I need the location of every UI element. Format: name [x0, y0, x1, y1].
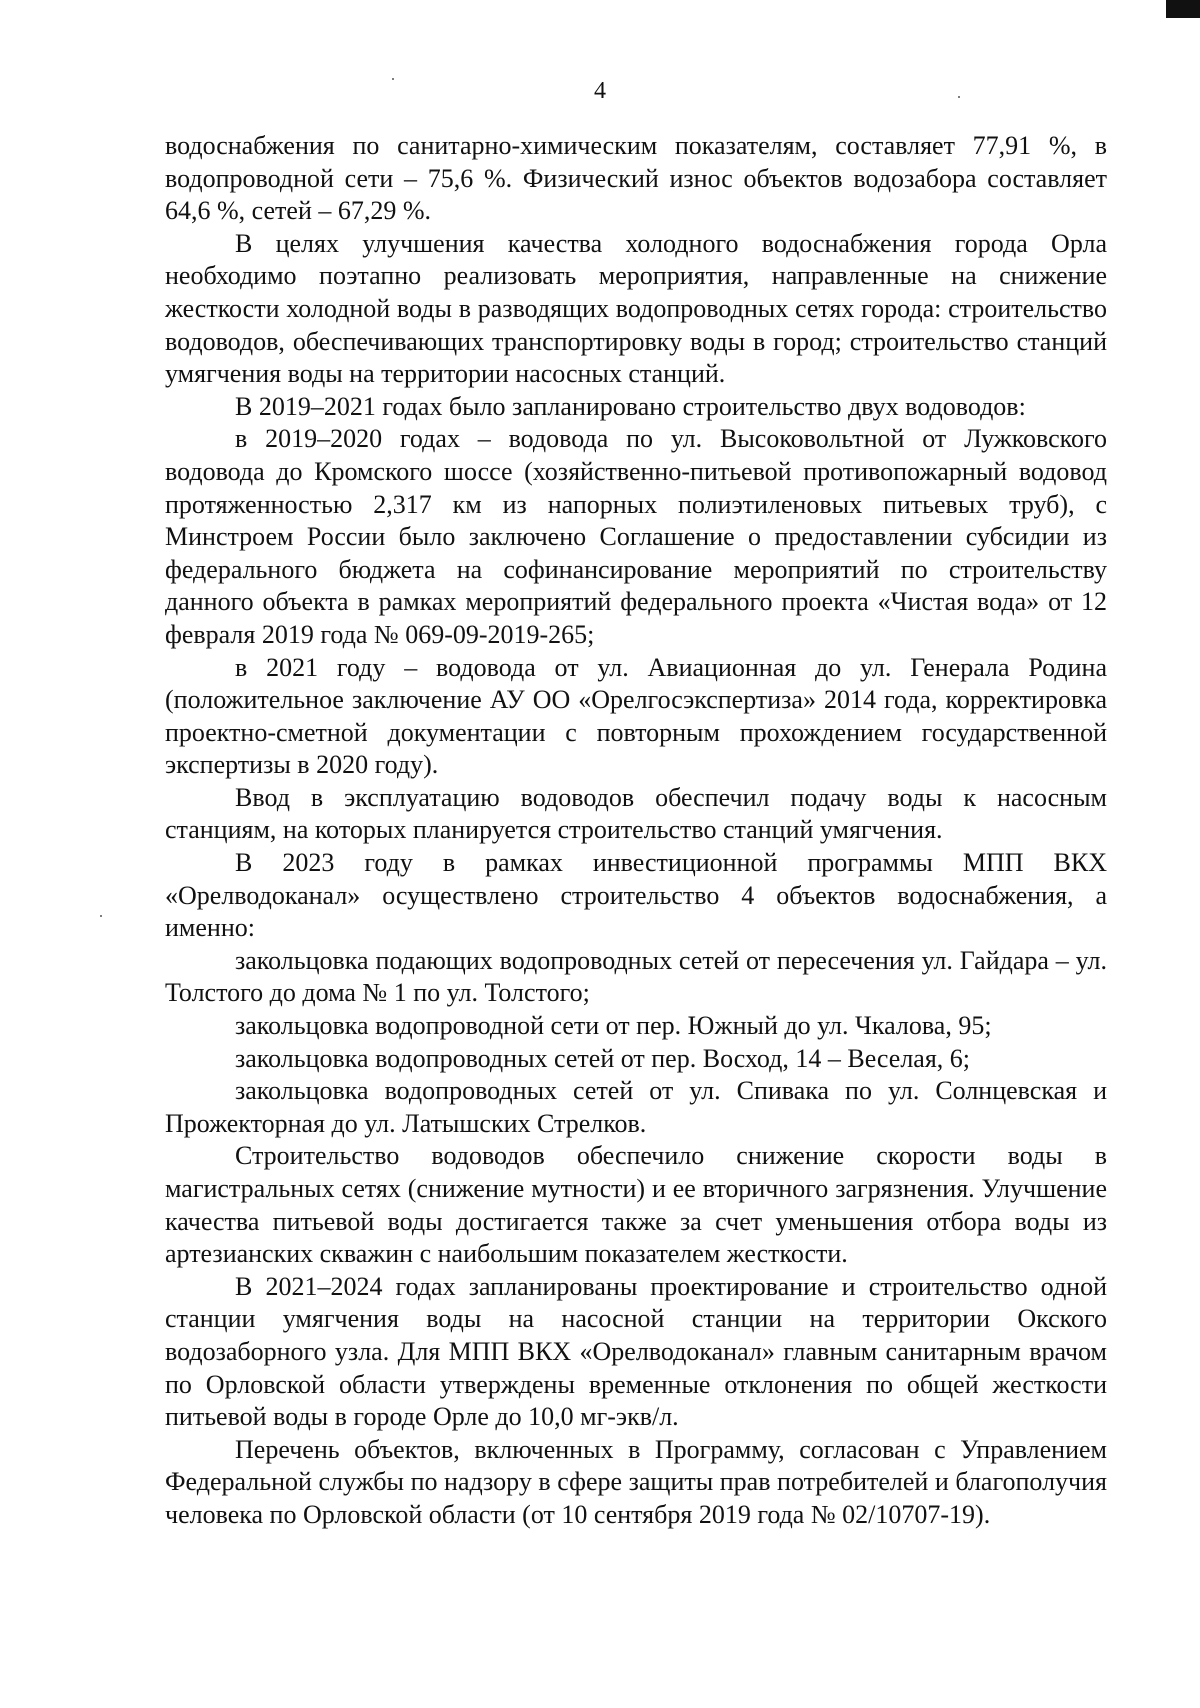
list-item-loop-voskhod: закольцовка водопроводных сетей от пер. Восход, 14 – Веселая, 6; — [235, 1043, 971, 1073]
paragraph-2023-investment: В 2023 году в рамках инвестиционной программы МПП ВКХ «Орелводоканал» осуществлено строительство 4 объектов водоснабжения, а именно: — [165, 848, 1107, 943]
paragraph-construction-effects: Строительство водоводов обеспечило снижение скорости воды в магистральных сетях (снижение мутности) и ее вторичного загрязнения. Улучшение качества питьевой воды достигается также за счет уменьшения отбора воды из артезианских скважин с наибольшим показателем жесткости. — [165, 1141, 1107, 1269]
paragraph-planned-pipelines: В 2019–2021 годах было запланировано строительство двух водоводов: — [235, 391, 1026, 421]
paragraph-improvement-goals: В целях улучшения качества холодного водоснабжения города Орла необходимо поэтапно реализовать мероприятия, направленные на снижение жесткости холодной воды в разводящих водопроводных сетях города: строительство водоводов, обеспечивающих транспортировку воды в город; строительство станций умягчения воды на территории насосных станций. — [165, 228, 1107, 389]
paragraph-water-quality-stats: водоснабжения по санитарно-химическим показателям, составляет 77,91 %, в водопроводной сети – 75,6 %. Физический износ объектов водозабора составляет 64,6 %, сетей – 67,29 %. — [165, 131, 1107, 226]
list-item-loop-spivaka: закольцовка водопроводных сетей от ул. Спивака по ул. Солнцевская и Прожекторная до ул. Латышских Стрелков. — [165, 1076, 1107, 1138]
list-item-loop-yuzhny: закольцовка водопроводной сети от пер. Южный до ул. Чкалова, 95; — [235, 1011, 992, 1041]
page-number: 4 — [594, 78, 606, 104]
paragraph-objects-list-agreed: Перечень объектов, включенных в Программу, согласован с Управлением Федеральной службы по надзору в сфере защиты прав потребителей и благополучия человека по Орловской области (от 10 сентября 2019 года № 02/10707-19). — [165, 1434, 1107, 1529]
paragraph-pipeline-2021: в 2021 году – водовода от ул. Авиационная до ул. Генерала Родина (положительное заключение АУ ОО «Орелгосэкспертиза» 2014 года, корректировка проектно-сметной документации с повторным прохождением государственной экспертизы в 2020 году). — [165, 652, 1107, 780]
document-body — [165, 130, 1107, 1532]
paragraph-commissioning: Ввод в эксплуатацию водоводов обеспечил подачу воды к насосным станциям, на которых планируется строительство станций умягчения. — [165, 782, 1107, 845]
paragraph-pipeline-2019-2020: в 2019–2020 годах – водовода по ул. Высоковольтной от Лужковского водовода до Кромского шоссе (хозяйственно-питьевой противопожарный водовод протяженностью 2,317 км из напорных полиэтиленовых питьевых труб), с Минстроем России было заключено Соглашение о предоставлении субсидии из федерального бюджета на софинансирование мероприятий по строительству данного объекта в рамках мероприятий федерального проекта «Чистая вода» от 12 февраля 2019 года № 069-09-2019-265; — [165, 424, 1107, 649]
scan-corner-mark — [1166, 0, 1200, 18]
scan-speck — [100, 915, 102, 917]
list-item-loop-gaidara: закольцовка подающих водопроводных сетей от пересечения ул. Гайдара – ул. Толстого до дома № 1 по ул. Толстого; — [165, 945, 1107, 1008]
paragraph-softening-station: В 2021–2024 годах запланированы проектирование и строительство одной станции умягчения воды на насосной станции на территории Окского водозаборного узла. Для МПП ВКХ «Орелводоканал» главным санитарным врачом по Орловской области утверждены временные отклонения по общей жесткости питьевой воды в городе Орле до 10,0 мг-экв/л. — [165, 1271, 1107, 1432]
